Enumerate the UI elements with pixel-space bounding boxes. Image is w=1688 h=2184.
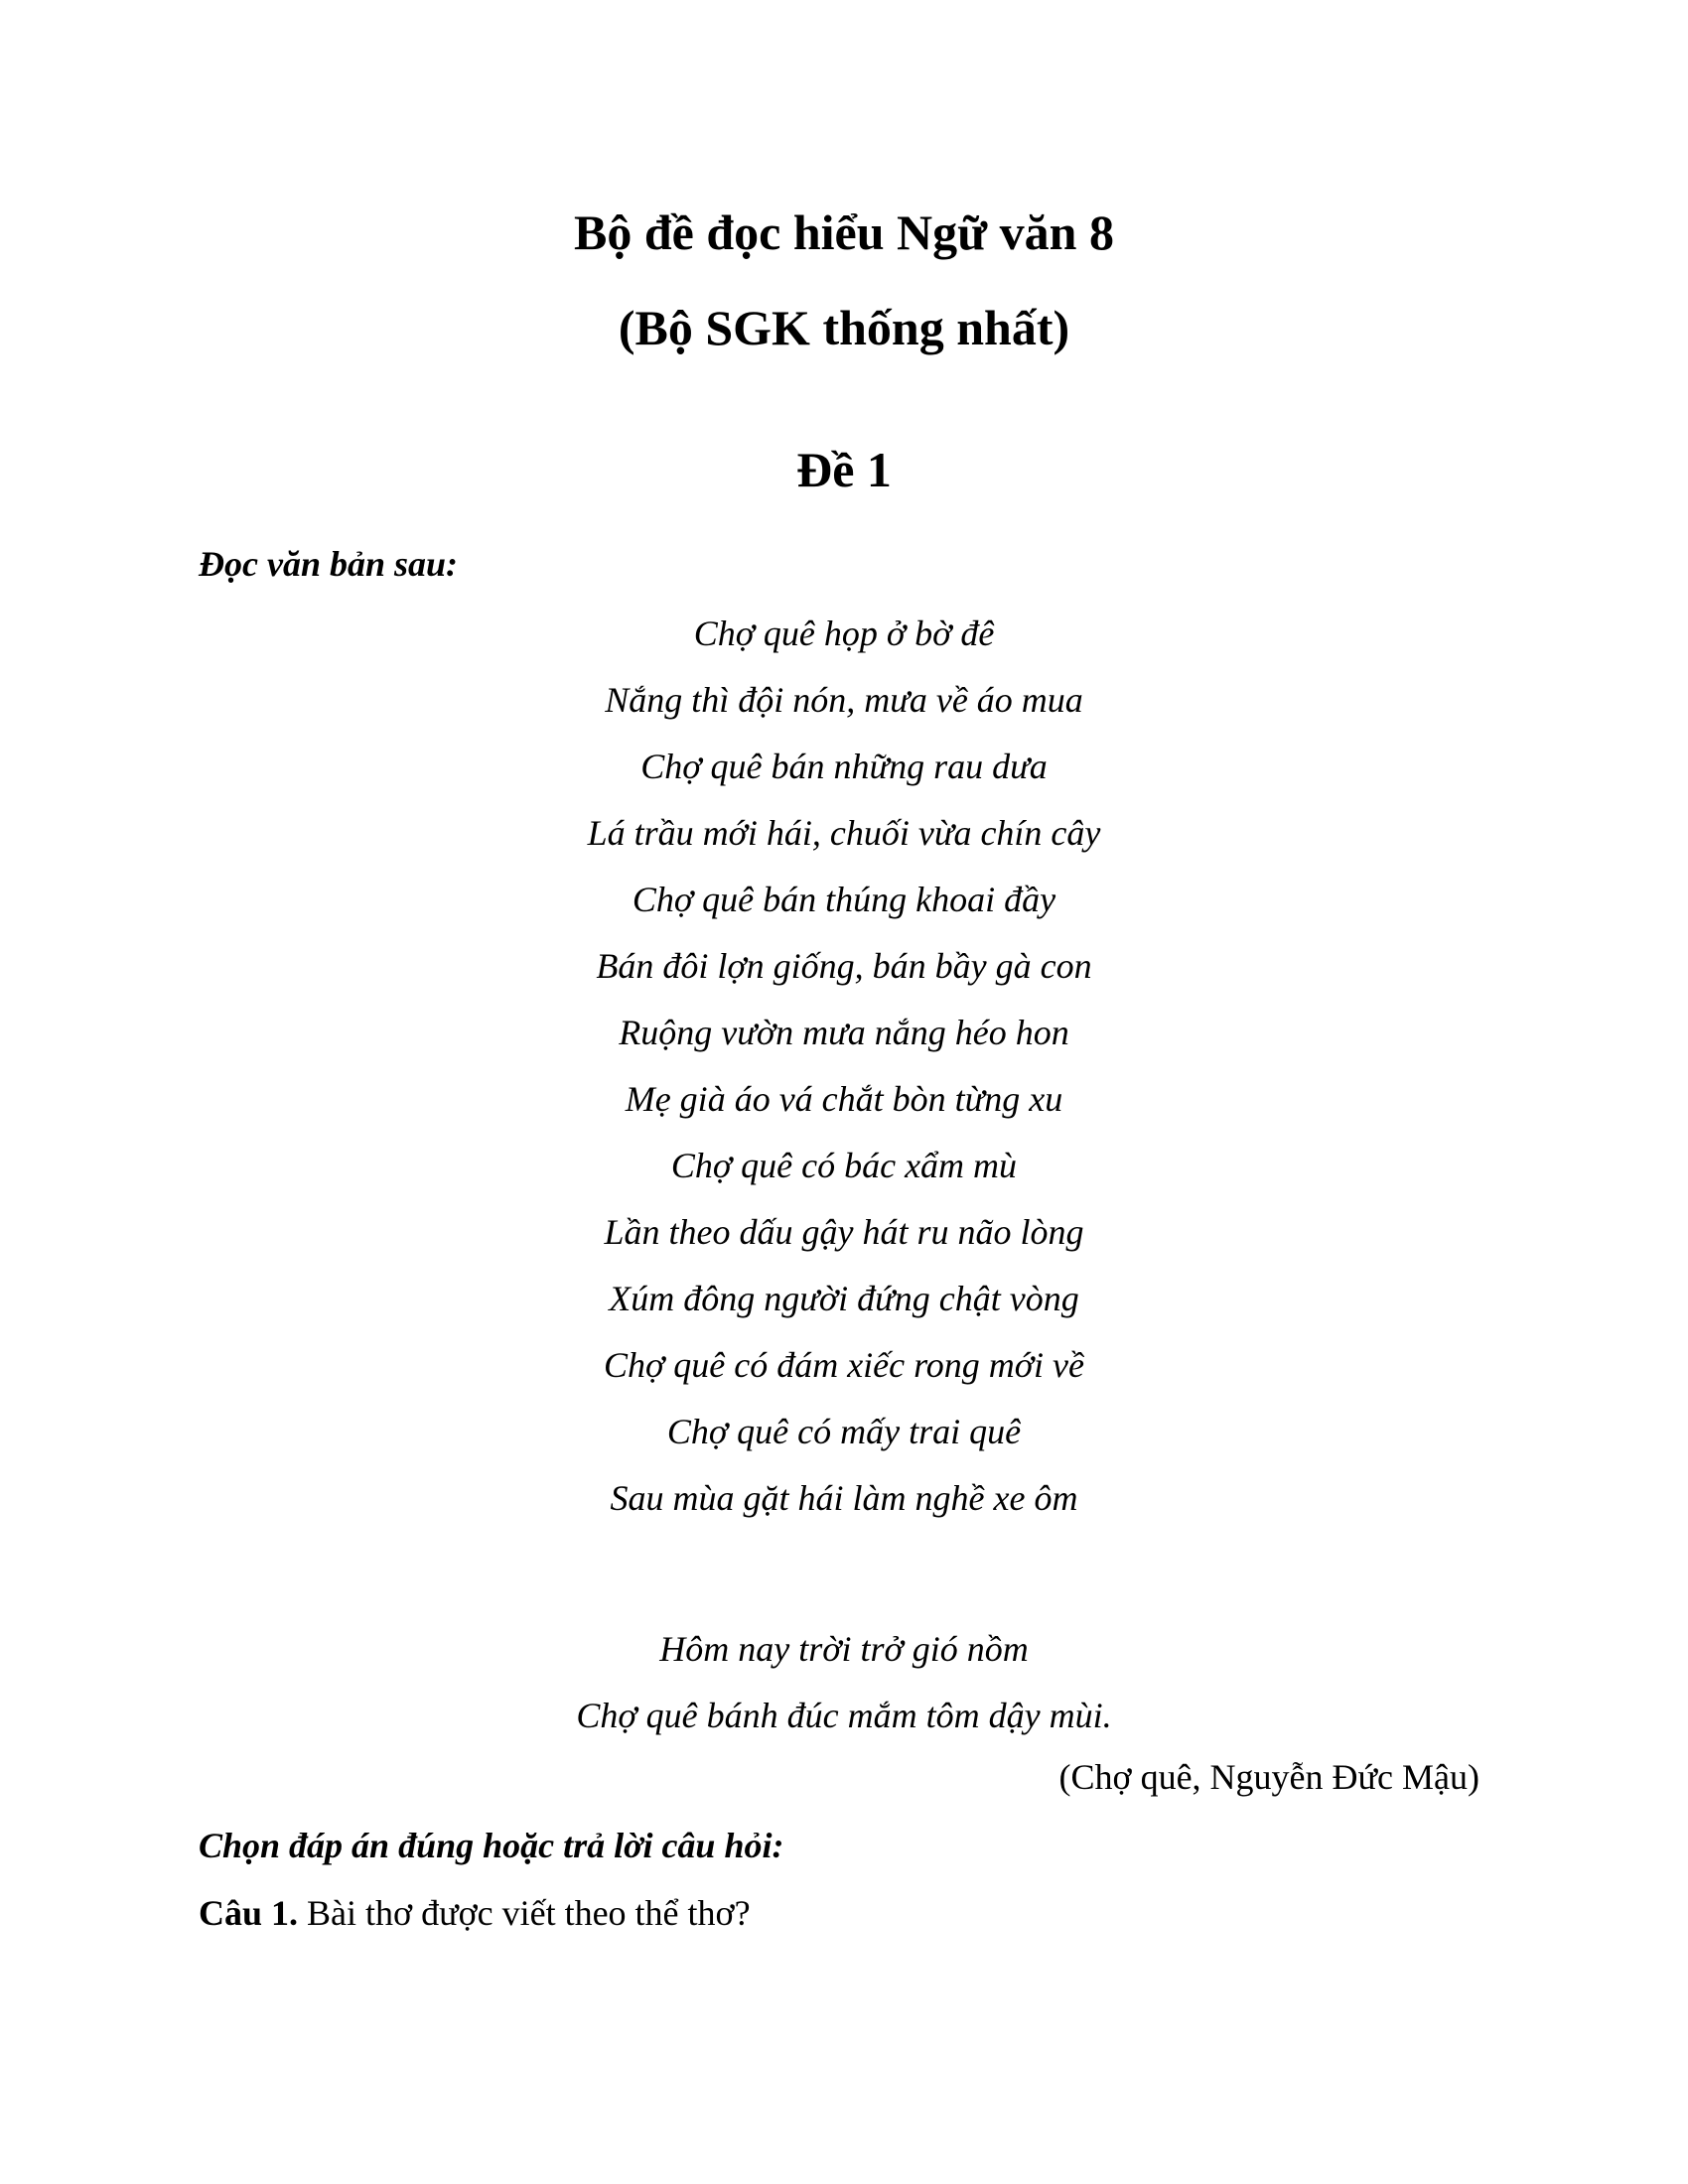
poem-line: Bán đôi lợn giống, bán bầy gà con [596, 946, 1092, 986]
poem-line: Nắng thì đội nón, mưa về áo mua [605, 680, 1083, 720]
poem-line: Chợ quê có mấy trai quê [666, 1412, 1022, 1451]
poem-line: Chợ quê bánh đúc mắm tôm dậy mùi. [576, 1696, 1112, 1735]
poem-line: Lần theo dấu gậy hát ru não lòng [604, 1212, 1084, 1252]
poem-line: Chợ quê có bác xẩm mù [670, 1146, 1018, 1185]
choose-instruction: Chọn đáp án đúng hoặc trả lời câu hỏi: [199, 1826, 784, 1865]
document-title: Bộ đề đọc hiểu Ngữ văn 8 [574, 205, 1114, 260]
poem-citation: (Chợ quê, Nguyễn Đức Mậu) [1058, 1757, 1479, 1797]
exam-number-heading: Đề 1 [796, 442, 892, 497]
poem-line: Xúm đông người đứng chật vòng [609, 1279, 1079, 1318]
poem-line: Chợ quê bán những rau dưa [640, 747, 1048, 786]
poem-stanza-2 [0, 1616, 1688, 1749]
poem-line: Chợ quê có đám xiếc rong mới về [604, 1345, 1084, 1385]
poem-line: Chợ quê họp ở bờ đê [693, 614, 995, 653]
poem-line: Chợ quê bán thúng khoai đầy [632, 880, 1056, 919]
question-text: Bài thơ được viết theo thể thơ? [298, 1893, 751, 1933]
poem-line: Sau mùa gặt hái làm nghề xe ôm [610, 1478, 1078, 1518]
question-1 [199, 1891, 751, 1935]
poem-line: Hôm nay trời trở gió nồm [659, 1629, 1029, 1669]
poem-line: Mẹ già áo vá chắt bòn từng xu [625, 1079, 1063, 1119]
poem-line: Ruộng vườn mưa nắng héo hon [619, 1013, 1069, 1052]
question-label: Câu 1. [199, 1893, 299, 1933]
document-subtitle: (Bộ SGK thống nhất) [618, 300, 1070, 355]
poem-line: Lá trầu mới hái, chuối vừa chín cây [587, 813, 1101, 853]
poem-stanza-1 [0, 601, 1688, 1532]
read-instruction: Đọc văn bản sau: [199, 544, 459, 584]
